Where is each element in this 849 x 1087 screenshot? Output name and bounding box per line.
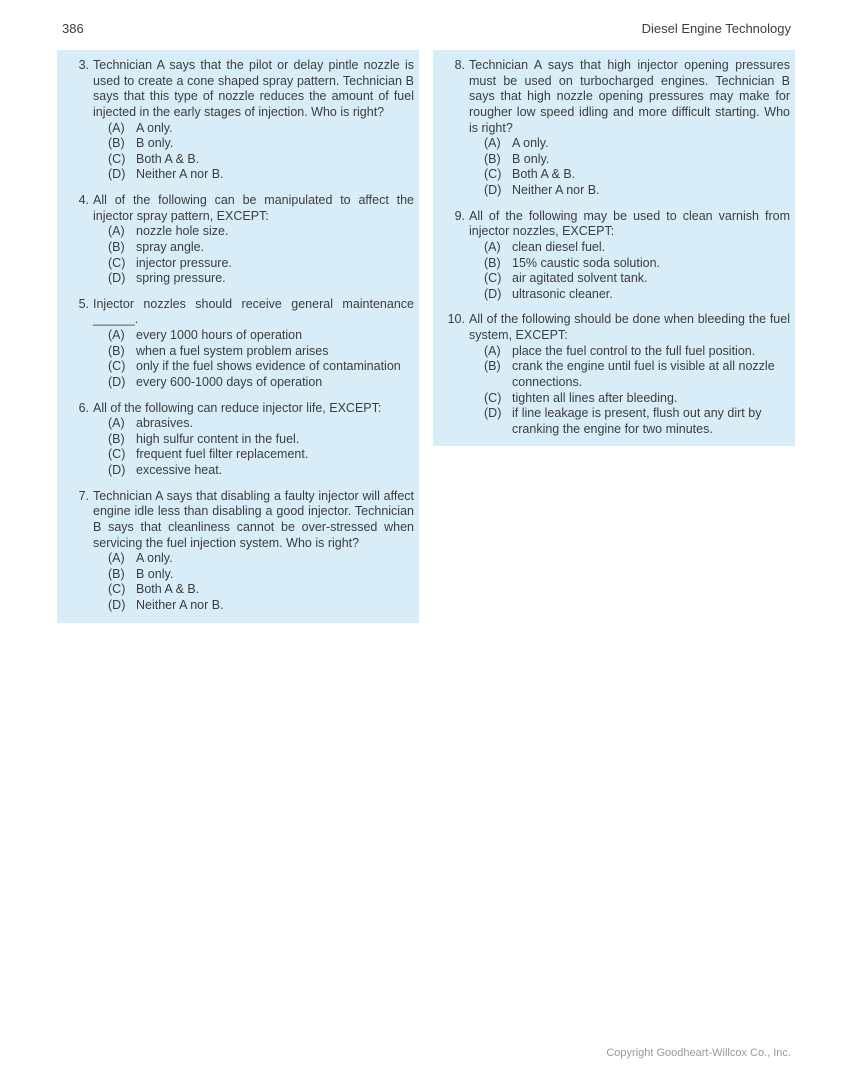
question <box>65 193 414 287</box>
option-label: (D) <box>484 406 502 421</box>
right-column <box>433 50 795 446</box>
answer-option <box>108 416 414 432</box>
answer-option <box>108 463 414 479</box>
option-text: frequent fuel filter replacement. <box>136 447 309 462</box>
option-label: (C) <box>108 151 126 166</box>
question-text: Injector nozzles should receive general maintenance ______. <box>93 296 414 327</box>
option-text: every 600-1000 days of operation <box>136 374 323 389</box>
option-label: (D) <box>108 271 126 286</box>
answer-option <box>484 287 790 303</box>
option-label: (B) <box>108 343 125 358</box>
question-number: 7. <box>78 488 89 503</box>
copyright-notice: Copyright Goodheart-Willcox Co., Inc. <box>606 1047 791 1059</box>
question-number: 6. <box>78 400 89 415</box>
answer-option <box>484 344 790 360</box>
option-label: (B) <box>108 431 125 446</box>
answer-option <box>108 152 414 168</box>
option-label: (D) <box>108 167 126 182</box>
answer-option <box>484 406 790 437</box>
answer-option <box>484 183 790 199</box>
answer-option <box>484 240 790 256</box>
option-text: high sulfur content in the fuel. <box>136 431 300 446</box>
question-body <box>93 193 414 287</box>
option-label: (C) <box>108 582 126 597</box>
option-text: place the fuel control to the full fuel position. <box>512 343 756 358</box>
question-number: 5. <box>78 296 89 311</box>
option-text: excessive heat. <box>136 463 223 477</box>
option-label: (C) <box>108 255 126 270</box>
option-label: (C) <box>484 390 502 405</box>
answer-options <box>484 344 790 438</box>
option-text: nozzle hole size. <box>136 224 229 239</box>
answer-option <box>108 447 414 463</box>
option-label: (B) <box>484 255 501 270</box>
option-text: tighten all lines after bleeding. <box>512 390 678 405</box>
answer-option <box>108 582 414 598</box>
option-text: A only. <box>136 551 173 566</box>
answer-option <box>484 167 790 183</box>
option-label: (D) <box>108 374 126 389</box>
question <box>441 209 790 303</box>
answer-option <box>108 121 414 137</box>
option-text: B only. <box>136 136 174 151</box>
answer-options <box>484 240 790 303</box>
question <box>65 58 414 183</box>
option-text: Both A & B. <box>136 151 200 166</box>
option-label: (C) <box>484 271 502 286</box>
option-label: (C) <box>108 447 126 462</box>
answer-option <box>484 152 790 168</box>
option-label: (B) <box>484 151 501 166</box>
option-text: Neither A nor B. <box>136 598 224 612</box>
question-number: 9. <box>454 208 465 223</box>
answer-option <box>108 344 414 360</box>
option-label: (C) <box>108 359 126 374</box>
option-label: (A) <box>108 416 125 431</box>
option-label: (D) <box>108 598 126 612</box>
left-column <box>57 50 419 623</box>
option-text: injector pressure. <box>136 255 232 270</box>
answer-options <box>108 328 414 391</box>
page-header <box>62 21 791 36</box>
question <box>65 297 414 391</box>
answer-options <box>108 121 414 184</box>
option-text: B only. <box>512 151 550 166</box>
page-number: 386 <box>62 21 84 36</box>
option-label: (A) <box>108 328 125 342</box>
answer-options <box>484 136 790 199</box>
question-number: 4. <box>78 193 89 207</box>
question-body <box>469 312 790 437</box>
answer-option <box>108 432 414 448</box>
answer-option <box>108 567 414 583</box>
option-text: only if the fuel shows evidence of contamination <box>136 359 401 374</box>
book-title: Diesel Engine Technology <box>641 21 791 36</box>
option-text: Neither A nor B. <box>512 183 600 197</box>
answer-option <box>484 136 790 152</box>
option-text: A only. <box>136 120 173 135</box>
answer-option <box>484 271 790 287</box>
answer-options <box>108 551 414 614</box>
option-text: spring pressure. <box>136 271 226 286</box>
option-label: (A) <box>108 551 125 566</box>
question-body <box>469 58 790 199</box>
question-text: All of the following should be done when bleeding the fuel system, EXCEPT: <box>469 312 790 342</box>
option-text: 15% caustic soda solution. <box>512 255 661 270</box>
answer-option <box>108 598 414 614</box>
question <box>65 489 414 614</box>
option-label: (B) <box>108 136 125 151</box>
option-text: clean diesel fuel. <box>512 239 606 254</box>
question-text: Technician A says that the pilot or delay pintle nozzle is used to create a cone shaped spray pattern. Technician B says that this type of nozzle reduces the amount of fuel injected in the early stages of injection. Who is right? <box>93 58 414 119</box>
option-label: (A) <box>484 343 501 358</box>
question-text: Technician A says that disabling a faulty injector will affect engine idle less than disabling a good injector. Technician B says that cleanliness cannot be over-stressed when servicing the fuel injection system. Who is right? <box>93 488 414 550</box>
option-label: (B) <box>108 566 125 581</box>
answer-option <box>108 136 414 152</box>
answer-option <box>108 240 414 256</box>
question-body <box>93 58 414 183</box>
option-text: every 1000 hours of operation <box>136 328 303 342</box>
option-text: A only. <box>512 136 549 151</box>
option-label: (A) <box>108 224 125 239</box>
option-label: (D) <box>108 463 126 477</box>
question-body <box>93 489 414 614</box>
question-text: All of the following can be manipulated to affect the injector spray pattern, EXCEPT: <box>93 193 414 223</box>
option-text: spray angle. <box>136 239 205 254</box>
option-text: Neither A nor B. <box>136 167 224 182</box>
answer-options <box>108 416 414 479</box>
option-label: (A) <box>484 136 501 151</box>
option-label: (D) <box>484 286 502 301</box>
question <box>441 312 790 437</box>
answer-options <box>108 224 414 287</box>
option-text: B only. <box>136 566 174 581</box>
option-label: (C) <box>484 167 502 182</box>
answer-option <box>108 167 414 183</box>
option-text: crank the engine until fuel is visible at all nozzle connections. <box>512 359 775 389</box>
question <box>441 58 790 199</box>
answer-option <box>484 359 790 390</box>
option-label: (B) <box>484 359 501 374</box>
option-text: Both A & B. <box>136 582 200 597</box>
question-text: All of the following can reduce injector life, EXCEPT: <box>93 400 382 415</box>
question-text: Technician A says that high injector opening pressures must be used on turbocharged engines. Technician B says that high nozzle opening pressures may make for rougher low speed idling and more difficult starting. Who is right? <box>469 58 790 135</box>
answer-option <box>108 375 414 391</box>
option-text: Both A & B. <box>512 167 576 182</box>
option-text: if line leakage is present, flush out any dirt by cranking the engine for two minutes. <box>512 406 762 436</box>
answer-option <box>108 359 414 375</box>
answer-option <box>108 551 414 567</box>
option-label: (A) <box>484 239 501 254</box>
option-text: abrasives. <box>136 416 193 431</box>
question-text: All of the following may be used to clean varnish from injector nozzles, EXCEPT: <box>469 208 790 239</box>
answer-option <box>108 224 414 240</box>
option-text: ultrasonic cleaner. <box>512 286 613 301</box>
question-columns <box>57 50 795 623</box>
option-text: air agitated solvent tank. <box>512 271 648 286</box>
option-label: (A) <box>108 120 125 135</box>
answer-option <box>484 391 790 407</box>
option-label: (B) <box>108 239 125 254</box>
question-number: 10. <box>447 312 465 327</box>
answer-option <box>108 271 414 287</box>
question-number: 3. <box>78 58 89 72</box>
question <box>65 401 414 479</box>
question-body <box>469 209 790 303</box>
option-text: when a fuel system problem arises <box>136 343 329 358</box>
answer-option <box>108 328 414 344</box>
question-body <box>93 401 414 479</box>
question-body <box>93 297 414 391</box>
option-label: (D) <box>484 183 502 197</box>
question-number: 8. <box>454 58 465 72</box>
answer-option <box>484 256 790 272</box>
answer-option <box>108 256 414 272</box>
